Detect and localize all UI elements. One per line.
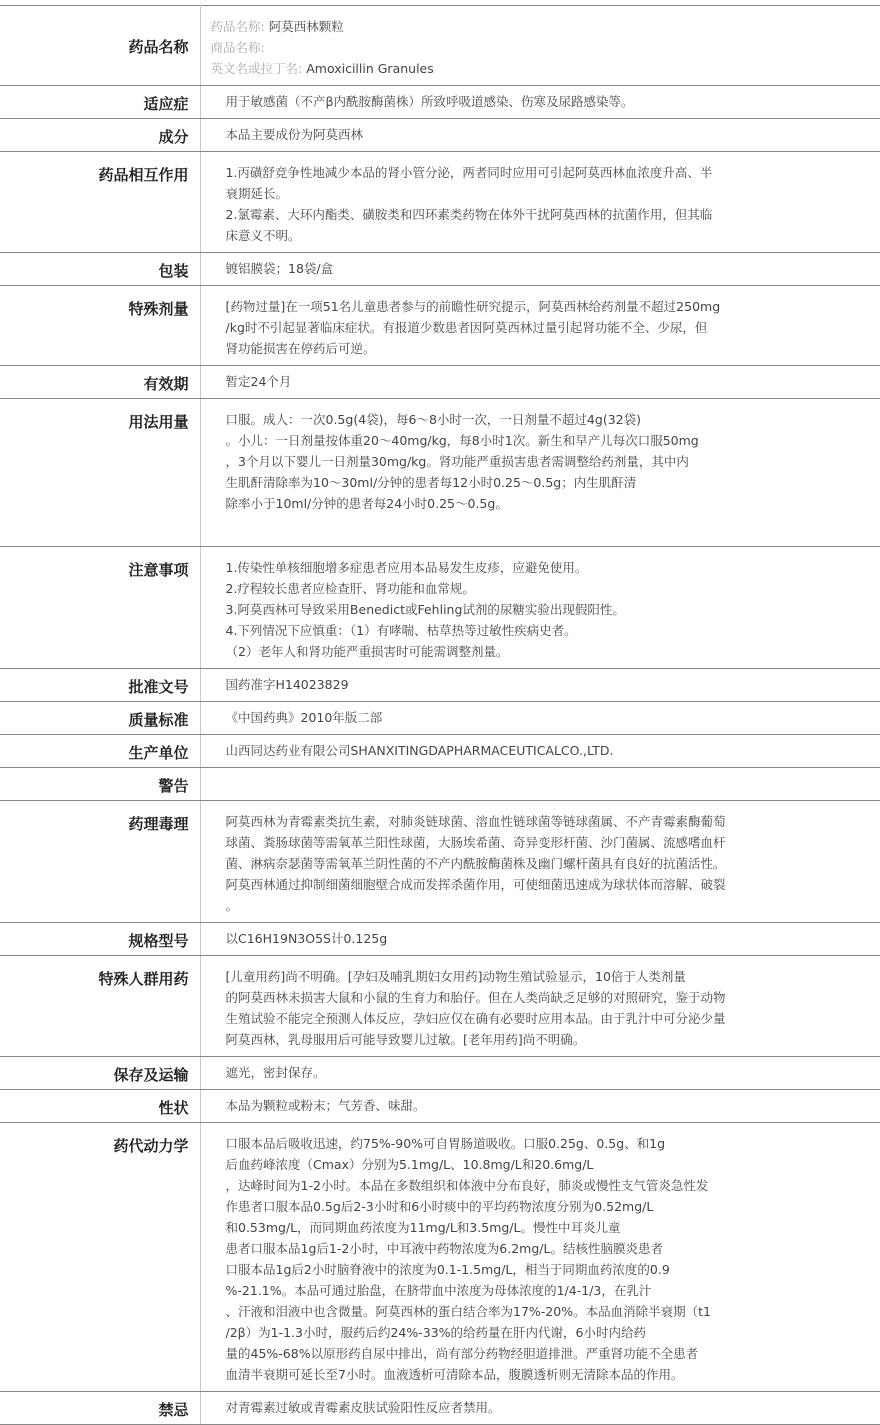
- row-label: 用法用量: [0, 399, 200, 547]
- info-row: [0, 547, 880, 669]
- value-line: 除率小于10ml/分钟的患者每24小时0.25～0.5g。: [225, 496, 508, 511]
- info-row: [0, 86, 880, 119]
- value-line: 本品主要成份为阿莫西林: [225, 127, 364, 142]
- drug-info-table: [0, 5, 880, 1425]
- value-line: 。: [225, 898, 239, 913]
- row-value: [200, 923, 880, 956]
- value-line: 和0.53mg/L，而同期血药浓度为11mg/L和3.5mg/L。慢性中耳炎儿童: [225, 1220, 621, 1235]
- row-value: [200, 1090, 880, 1123]
- row-drug-name: [0, 6, 880, 86]
- drug-name-line: [211, 16, 873, 37]
- info-row: [0, 366, 880, 399]
- value-line: 球菌、粪肠球菌等需氧革兰阳性球菌，大肠埃希菌、奇异变形杆菌、沙门菌属、流感嗜血杆: [225, 835, 726, 850]
- value-line: 《中国药典》2010年版二部: [225, 710, 383, 725]
- value-line: 患者口服本品1g后1-2小时，中耳液中药物浓度为6.2mg/L。结核性脑膜炎患者: [225, 1241, 663, 1256]
- row-value: [200, 768, 880, 801]
- drug-name-block: [200, 6, 880, 86]
- value-line: 血清半衰期可延长至7小时。血液透析可清除本品，腹膜透析则无清除本品的作用。: [225, 1367, 684, 1382]
- row-label: 批准文号: [0, 669, 200, 702]
- row-label: 禁忌: [0, 1392, 200, 1425]
- value-line: 对青霉素过敏或青霉素皮肤试验阳性反应者禁用。: [225, 1400, 501, 1415]
- row-label: 药品名称: [0, 6, 200, 86]
- row-label: 成分: [0, 119, 200, 152]
- row-value: [200, 1057, 880, 1090]
- value-line: （2）老年人和肾功能严重损害时可能需调整剂量。: [225, 644, 509, 659]
- info-row: [0, 152, 880, 253]
- info-row: [0, 1057, 880, 1090]
- row-value: [200, 286, 880, 366]
- row-label: 性状: [0, 1090, 200, 1123]
- value-line: 镀铝膜袋；18袋/盒: [225, 261, 334, 276]
- english-name-label: 英文名或拉丁名:: [210, 61, 303, 76]
- value-line: 2.疗程较长患者应检查肝、肾功能和血常规。: [225, 581, 475, 596]
- row-value: [200, 735, 880, 768]
- info-row: [0, 923, 880, 956]
- value-line: 阿莫西林通过抑制细菌细胞壁合成而发挥杀菌作用，可使细菌迅速成为球状体而溶解、破裂: [225, 877, 726, 892]
- value-line: /2β）为1-1.3小时，服药后约24%-33%的给药量在肝内代谢，6小时内给药: [225, 1325, 647, 1340]
- row-label: 药代动力学: [0, 1123, 200, 1392]
- row-label: 适应症: [0, 86, 200, 119]
- info-row: [0, 286, 880, 366]
- value-line: 阿莫西林，乳母服用后可能导致婴儿过敏。[老年用药]尚不明确。: [225, 1032, 586, 1047]
- info-row: [0, 399, 880, 547]
- row-label: 有效期: [0, 366, 200, 399]
- row-value: [200, 956, 880, 1057]
- info-row: [0, 801, 880, 923]
- value-line: 口服本品1g后2小时脑脊液中的浓度为0.1-1.5mg/L，相当于同期血药浓度的0.9: [225, 1262, 670, 1277]
- value-line: 衰期延长。: [225, 186, 289, 201]
- english-name-value: Amoxicillin Granules: [306, 61, 434, 76]
- value-line: 的阿莫西林未损害大鼠和小鼠的生育力和胎仔。但在人类尚缺乏足够的对照研究，鉴于动物: [225, 990, 726, 1005]
- value-line: 肾功能损害在停药后可逆。: [225, 341, 376, 356]
- value-line: 3.阿莫西林可导致采用Benedict或Fehling试剂的尿糖实验出现假阳性。: [225, 602, 625, 617]
- row-value: [200, 152, 880, 253]
- info-row: [0, 1392, 880, 1425]
- trade-name-line: [211, 37, 873, 58]
- info-row: [0, 702, 880, 735]
- info-row: [0, 1123, 880, 1392]
- value-line: 用于敏感菌（不产β内酰胺酶菌株）所致呼吸道感染、伤寒及尿路感染等。: [225, 94, 634, 109]
- drug-name-value: 阿莫西林颗粒: [268, 19, 344, 34]
- trade-name-label: 商品名称:: [210, 40, 265, 55]
- row-label: 药品相互作用: [0, 152, 200, 253]
- value-line: 后血药峰浓度（Cmax）分别为5.1mg/L、10.8mg/L和20.6mg/L: [225, 1157, 594, 1172]
- row-label: 质量标准: [0, 702, 200, 735]
- row-label: 药理毒理: [0, 801, 200, 923]
- info-row: [0, 253, 880, 286]
- value-line: /kg时不引起显著临床症状。有报道少数患者因阿莫西林过量引起肾功能不全、少尿，但: [225, 320, 708, 335]
- value-line: %-21.1%。本品可通过胎盘，在脐带血中浓度为母体浓度的1/4-1/3，在乳汁: [225, 1283, 652, 1298]
- row-value: [200, 399, 880, 547]
- value-line: [药物过量]在一项51名儿童患者参与的前瞻性研究提示，阿莫西林给药剂量不超过250mg: [225, 299, 721, 314]
- row-label: 特殊剂量: [0, 286, 200, 366]
- info-row: [0, 1090, 880, 1123]
- value-line: 本品为颗粒或粉末；气芳香、味甜。: [225, 1098, 426, 1113]
- row-value: [200, 1392, 880, 1425]
- value-line: 2.氯霉素、大环内酯类、磺胺类和四环素类药物在体外干扰阿莫西林的抗菌作用，但其临: [225, 207, 713, 222]
- value-line: 1.丙磺舒竞争性地减少本品的肾小管分泌，两者同时应用可引起阿莫西林血浓度升高、半: [225, 165, 713, 180]
- row-value: [200, 86, 880, 119]
- value-line: [儿童用药]尚不明确。[孕妇及哺乳期妇女用药]动物生殖试验显示，10倍于人类剂量: [225, 969, 686, 984]
- row-value: [200, 1123, 880, 1392]
- row-label: 注意事项: [0, 547, 200, 669]
- row-value: [200, 547, 880, 669]
- value-line: 床意义不明。: [225, 228, 301, 243]
- info-row: [0, 669, 880, 702]
- value-line: 量的45%-68%以原形药自尿中排出，尚有部分药物经胆道排泄。严重肾功能不全患者: [225, 1346, 699, 1361]
- value-line: 以C16H19N3O5S计0.125g: [225, 931, 388, 946]
- value-line: ，达峰时间为1-2小时。本品在多数组织和体液中分布良好，肺炎或慢性支气管炎急性发: [225, 1178, 709, 1193]
- value-line: 口服。成人：一次0.5g(4袋)，每6～8小时一次，一日剂量不超过4g(32袋): [225, 412, 641, 427]
- row-value: [200, 669, 880, 702]
- info-row: [0, 768, 880, 801]
- value-line: 山西同达药业有限公司SHANXITINGDAPHARMACEUTICALCO.,LTD.: [225, 743, 614, 758]
- value-line: 暂定24个月: [225, 374, 292, 389]
- value-line: 。小儿：一日剂量按体重20～40mg/kg，每8小时1次。新生和早产儿每次口服50mg: [225, 433, 699, 448]
- info-row: [0, 956, 880, 1057]
- row-value: [200, 366, 880, 399]
- value-line: 口服本品后吸收迅速，约75%-90%可自胃肠道吸收。口服0.25g、0.5g、和1g: [225, 1136, 666, 1151]
- value-line: ，3个月以下婴儿一日剂量30mg/kg。肾功能严重损害患者需调整给药剂量，其中内: [225, 454, 689, 469]
- row-value: [200, 702, 880, 735]
- row-label: 特殊人群用药: [0, 956, 200, 1057]
- english-name-line: [211, 58, 873, 79]
- info-row: [0, 735, 880, 768]
- value-line: 阿莫西林为青霉素类抗生素，对肺炎链球菌、溶血性链球菌等链球菌属、不产青霉素酶葡萄: [225, 814, 726, 829]
- info-row: [0, 119, 880, 152]
- drug-name-label: 药品名称:: [210, 19, 265, 34]
- value-line: 4.下列情况下应慎重：（1）有哮喘、枯草热等过敏性疾病史者。: [225, 623, 577, 638]
- value-line: 生殖试验不能完全预测人体反应，孕妇应仅在确有必要时应用本品。由于乳汁中可分泌少量: [225, 1011, 726, 1026]
- value-line: 1.传染性单核细胞增多症患者应用本品易发生皮疹，应避免使用。: [225, 560, 588, 575]
- value-line: 作患者口服本品0.5g后2-3小时和6小时痰中的平均药物浓度分别为0.52mg/L: [225, 1199, 654, 1214]
- value-line: 遮光，密封保存。: [225, 1065, 326, 1080]
- row-value: [200, 253, 880, 286]
- value-line: 国药准字H14023829: [225, 677, 349, 692]
- value-line: 菌、淋病奈瑟菌等需氧革兰阴性菌的不产内酰胺酶菌株及幽门螺杆菌具有良好的抗菌活性。: [225, 856, 726, 871]
- row-label: 规格型号: [0, 923, 200, 956]
- row-value: [200, 119, 880, 152]
- row-value: [200, 801, 880, 923]
- value-line: 生肌酐清除率为10～30ml/分钟的患者每12小时0.25～0.5g；内生肌酐清: [225, 475, 637, 490]
- row-label: 包装: [0, 253, 200, 286]
- row-label: 警告: [0, 768, 200, 801]
- value-line: 、汗液和泪液中也含微量。阿莫西林的蛋白结合率为17%-20%。本品血消除半衰期（t1: [225, 1304, 711, 1319]
- row-label: 保存及运输: [0, 1057, 200, 1090]
- row-label: 生产单位: [0, 735, 200, 768]
